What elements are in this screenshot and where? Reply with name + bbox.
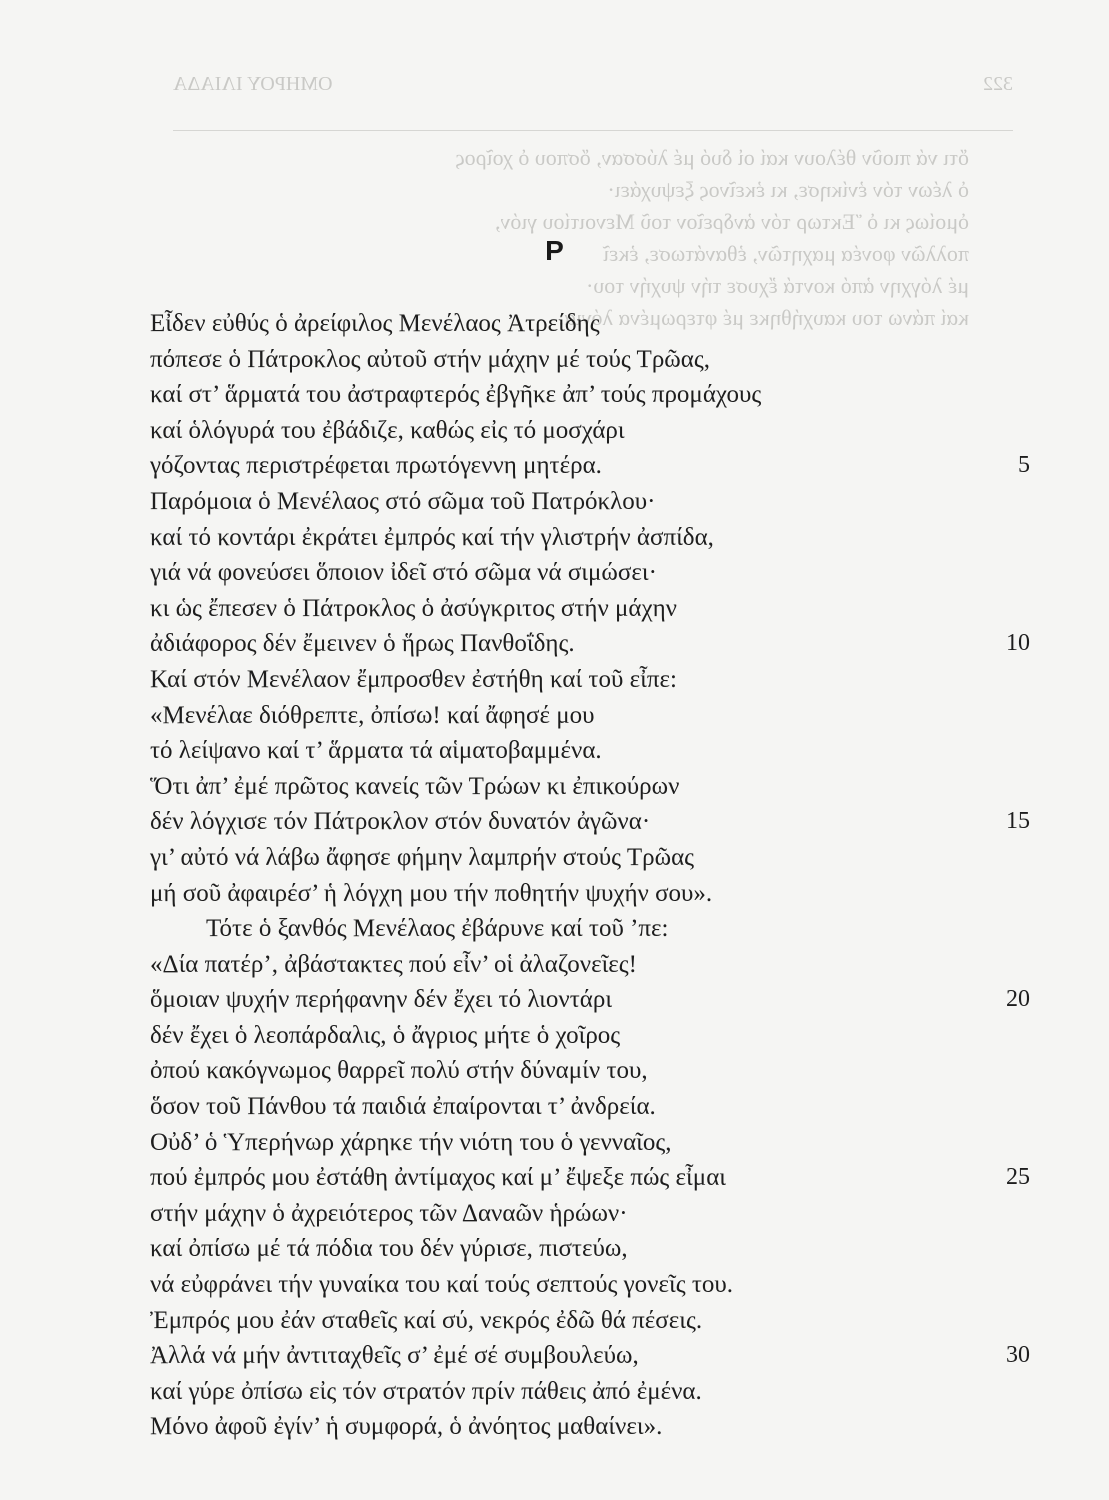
- ghost-line: μέ λόγχην ἀπό κοντά ἔχυσε τήν ψυχήν του·: [586, 273, 969, 298]
- verse-line-text: Ἀλλά νά μήν ἀντιταχθεῖς σ’ ἐμέ σέ συμβουλεύω,: [150, 1342, 639, 1370]
- verse-line-text: νά εὐφράνει τήν γυναίκα του καί τούς σεπτούς γονεῖς του.: [150, 1271, 734, 1299]
- verse-line: [150, 1018, 1030, 1054]
- verse-line: [150, 911, 1030, 947]
- ghost-header-rule: [173, 130, 1013, 131]
- ghost-line: ὅτι νά πιοῦν θέλουν καί οἱ δυό μέ λύσσαν, ὅσπου ὁ χοῖρος: [455, 145, 969, 170]
- verse-line: [150, 1053, 1030, 1089]
- verse-line-text: καί ὁλόγυρά του ἐβάδιζε, καθώς εἰς τό μοσχάρι: [150, 416, 625, 444]
- verse-line: [150, 591, 1030, 627]
- verse-line: [150, 1267, 1030, 1303]
- verse-line-text: πόπεσε ὁ Πάτροκλος αὐτοῦ στήν μάχην μέ τούς Τρῶας,: [150, 345, 711, 373]
- verse-line: [150, 1089, 1030, 1125]
- verse-line: [150, 484, 1030, 520]
- verse-line: [150, 413, 1030, 449]
- ghost-line: πολλῶν φονέα μαχητῶν, ἐθανάτωσε, ἐκεῖ: [603, 241, 969, 266]
- verse-line-text: Τότε ὁ ξανθός Μενέλαος ἐβάρυνε καί τοῦ ’πε:: [206, 915, 669, 943]
- verse-line-text: Ὅτι ἀπ’ ἐμέ πρῶτος κανείς τῶν Τρώων κι ἐπικούρων: [150, 772, 680, 800]
- verse-line: [150, 1338, 1030, 1374]
- verse-line-text: ὅσον τοῦ Πάνθου τά παιδιά ἐπαίρονται τ’ ἀνδρεία.: [150, 1093, 656, 1121]
- verse-line: [150, 804, 1030, 840]
- verse-line: [150, 377, 1030, 413]
- line-number: 15: [1006, 808, 1030, 835]
- verse-line: [150, 1409, 1030, 1445]
- verse-line-text: γι’ αὐτό νά λάβω ἄφησε φήμην λαμπρήν στούς Τρῶας: [150, 843, 695, 871]
- verse-line-text: ὀπού κακόγνωμος θαρρεῖ πολύ στήν δύναμίν του,: [150, 1057, 648, 1085]
- verse-line-text: Εἶδεν εὐθύς ὁ ἀρείφιλος Μενέλαος Ἀτρείδης: [150, 310, 600, 337]
- verse-line-text: Μόνο ἀφοῦ ἐγίν’ ἡ συμφορά, ὁ ἀνόητος μαθαίνει».: [150, 1413, 663, 1441]
- verse-line: [150, 1125, 1030, 1161]
- verse-line-text: Ἐμπρός μου ἐάν σταθεῖς καί σύ, νεκρός ἐδῶ θά πέσεις.: [150, 1306, 703, 1334]
- verse-line-text: πού ἐμπρός μου ἐστάθη ἀντίμαχος καί μ’ ἔψεξε πώς εἶμαι: [150, 1164, 727, 1192]
- verse-line-text: δέν λόγχισε τόν Πάτροκλον στόν δυνατόν ἀγῶνα·: [150, 808, 651, 836]
- verse-line: [150, 698, 1030, 734]
- line-number: 5: [1018, 452, 1030, 479]
- ghost-line: ὁμοίως κι ὁ Ἕκτωρ τόν ἀνδρεῖον τοῦ Μενοιτίου γιόν,: [494, 209, 969, 234]
- verse-line-text: ἀδιάφορος δέν ἔμεινεν ὁ ἥρως Πανθοΐδης.: [150, 630, 575, 658]
- verse-line-text: γιά νά φονεύσει ὅποιον ἰδεῖ στό σῶμα νά σιμώσει·: [150, 559, 657, 587]
- verse-line: [150, 1303, 1030, 1339]
- verse-line: [150, 733, 1030, 769]
- verse-line-text: τό λείψανο καί τ’ ἅρματα τά αἱματοβαμμένα.: [150, 737, 602, 765]
- verse-line: [150, 982, 1030, 1018]
- verse-line: [150, 626, 1030, 662]
- verse-line-text: καί τό κοντάρι ἐκράτει ἐμπρός καί τήν γλιστρήν ἀσπίδα,: [150, 523, 714, 551]
- rhapsody-heading: Ρ: [545, 235, 564, 266]
- ghost-line: ὁ λέων τόν ἐνίκησε, κι ἐκεῖνος ξεψυχάει·: [607, 177, 969, 202]
- verse-line-text: μή σοῦ ἀφαιρέσ’ ἡ λόγχη μου τήν ποθητήν ψυχήν σου».: [150, 879, 713, 907]
- verse-line-text: ὅμοιαν ψυχήν περήφανην δέν ἔχει τό λιοντάρι: [150, 986, 613, 1014]
- verse-line: [150, 342, 1030, 378]
- verse-line: [150, 520, 1030, 556]
- verse-line: [150, 662, 1030, 698]
- verse-line: [150, 947, 1030, 983]
- verse-line: [150, 1196, 1030, 1232]
- ghost-running-title: ΟΜΗΡΟΥ ΙΛΙΑΔΑ: [173, 73, 333, 95]
- verse-line: [150, 1160, 1030, 1196]
- verse-line-text: Οὐδ’ ὁ Ὑπερήνωρ χάρηκε τήν νιότη του ὁ γενναῖος,: [150, 1128, 672, 1156]
- ghost-page-number: 322: [983, 73, 1013, 95]
- verse-block: [150, 306, 1030, 1445]
- verse-line: [150, 555, 1030, 591]
- verse-line-text: Παρόμοια ὁ Μενέλαος στό σῶμα τοῦ Πατρόκλου·: [150, 487, 656, 515]
- verse-line-text: κι ὡς ἔπεσεν ὁ Πάτροκλος ὁ ἀσύγκριτος στήν μάχην: [150, 594, 677, 622]
- verse-line-text: Καί στόν Μενέλαον ἔμπροσθεν ἐστήθη καί τοῦ εἶπε:: [150, 665, 677, 693]
- verse-line-text: «Μενέλαε διόθρεπτε, ὀπίσω! καί ἄφησέ μου: [150, 701, 595, 729]
- line-number: 20: [1006, 986, 1030, 1013]
- verse-line: [150, 769, 1030, 805]
- verse-line: [150, 876, 1030, 912]
- verse-line-text: στήν μάχην ὁ ἀχρειότερος τῶν Δαναῶν ἡρώων·: [150, 1199, 628, 1227]
- verse-line: [150, 306, 1030, 342]
- verse-line-text: γόζοντας περιστρέφεται πρωτόγεννη μητέρα.: [150, 452, 602, 480]
- verse-line-text: δέν ἔχει ὁ λεοπάρδαλις, ὁ ἄγριος μήτε ὁ χοῖρος: [150, 1021, 621, 1049]
- verse-line: [150, 840, 1030, 876]
- verse-line-text: καί ὀπίσω μέ τά πόδια του δέν γύρισε, πιστεύω,: [150, 1235, 628, 1263]
- line-number: 10: [1006, 630, 1030, 657]
- verse-line: [150, 448, 1030, 484]
- verse-line-text: «Δία πατέρ’, ἀβάστακτες πού εἶν’ οἱ ἀλαζονεῖες!: [150, 950, 638, 978]
- verse-line-text: καί γύρε ὀπίσω εἰς τόν στρατόν πρίν πάθεις ἀπό ἐμένα.: [150, 1377, 702, 1405]
- line-number: 25: [1006, 1164, 1030, 1191]
- line-number: 30: [1006, 1342, 1030, 1369]
- ghost-running-header: [173, 68, 1013, 95]
- verse-line-text: καί στ’ ἅρματά του ἀστραφτερός ἐβγῆκε ἀπ’ τούς προμάχους: [150, 381, 762, 409]
- verse-line: [150, 1231, 1030, 1267]
- verse-line: [150, 1374, 1030, 1410]
- ghost-line: καί πάνω του καυχήθηκε μέ φτερωμένα λόγια:: [558, 305, 969, 330]
